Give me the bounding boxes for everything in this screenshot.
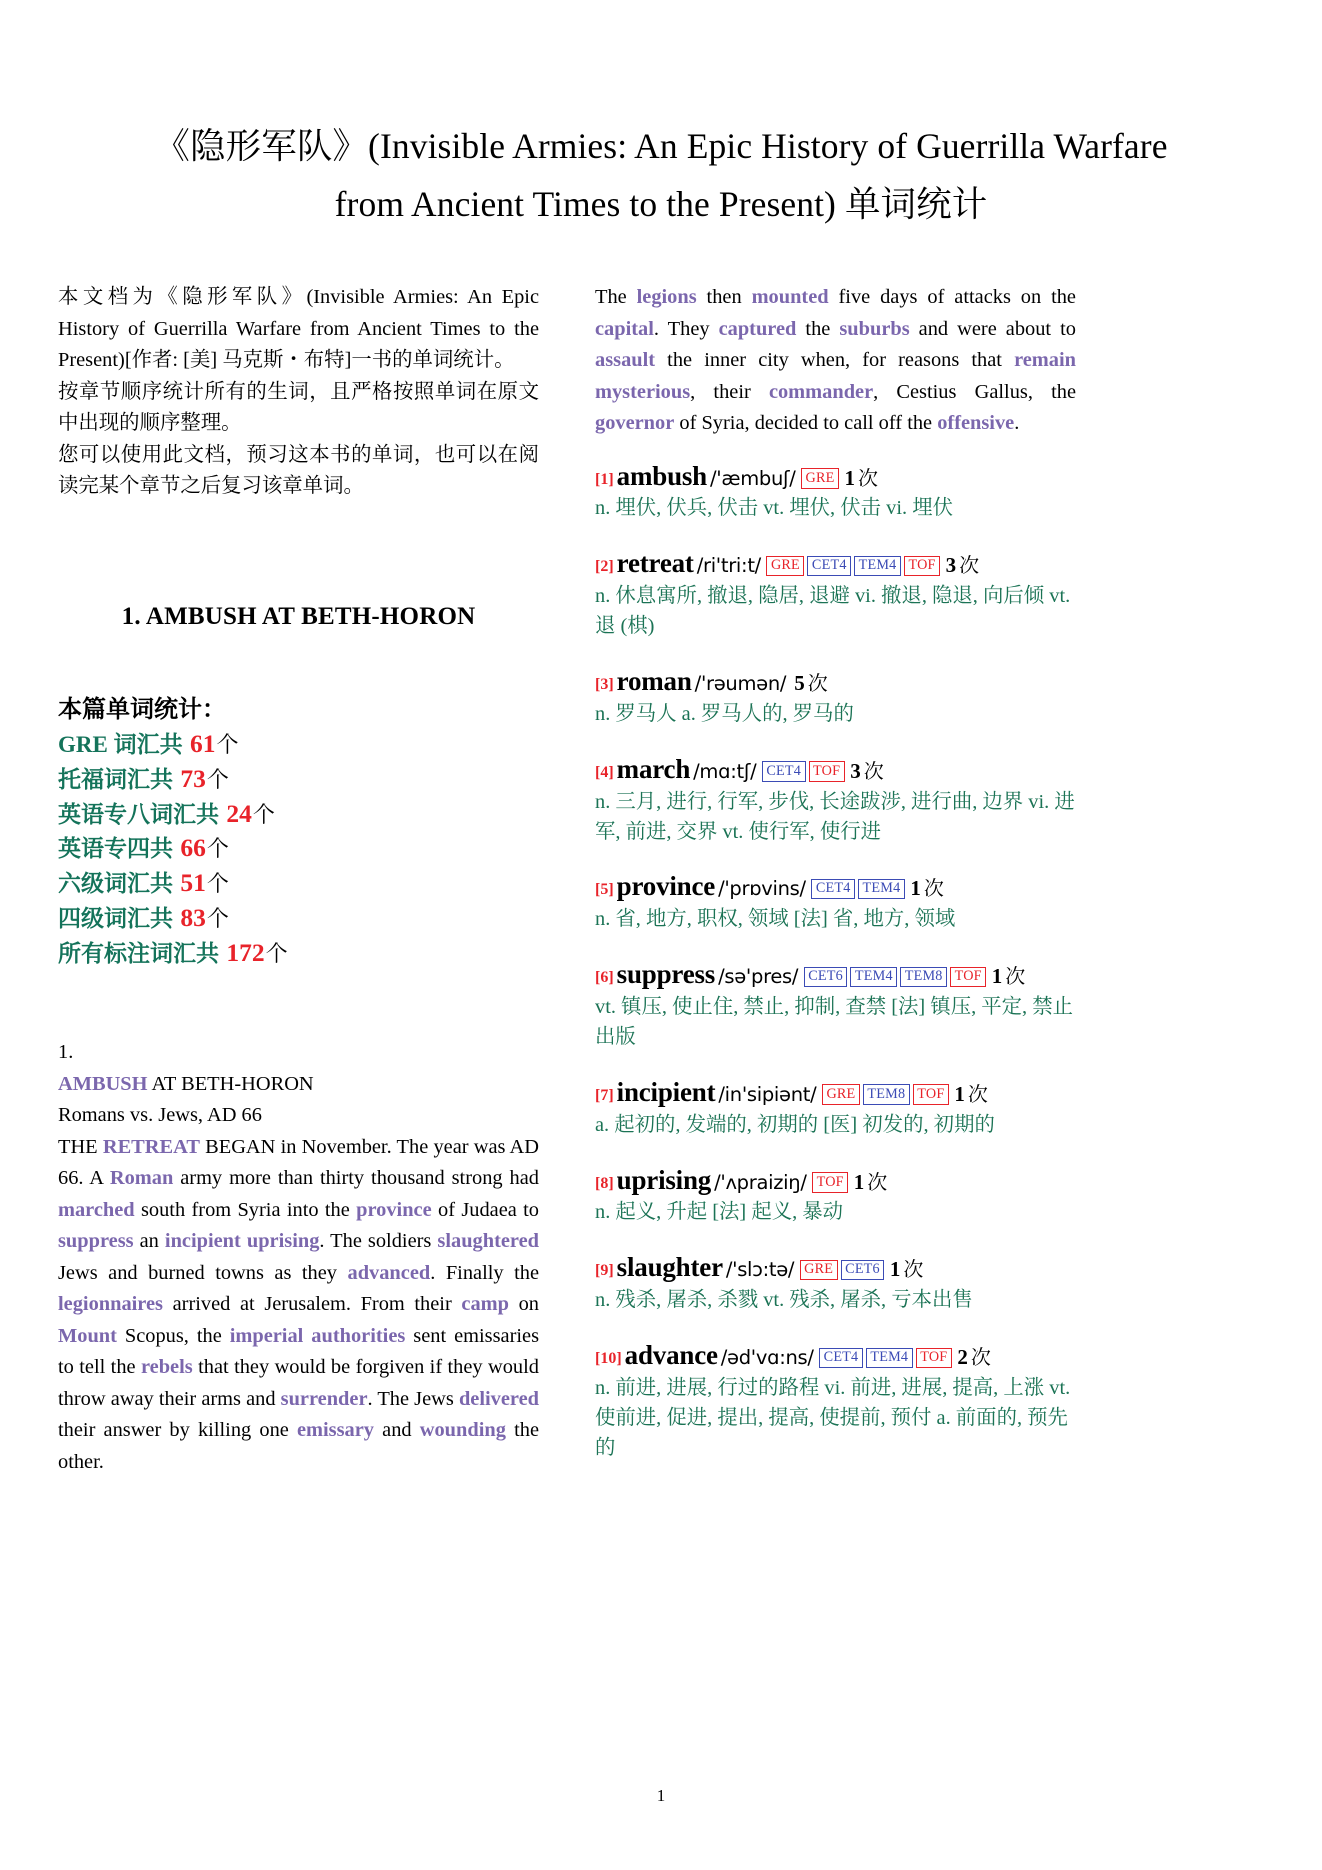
entry-occurrence-count: 1 bbox=[844, 465, 856, 490]
entry-occurrence-count: 1 bbox=[910, 876, 921, 901]
story-text: . The soldiers bbox=[319, 1230, 438, 1253]
statistics-label: 四级词汇共 bbox=[58, 906, 173, 932]
section-title bbox=[58, 1069, 539, 1101]
vocabulary-entry bbox=[595, 460, 1076, 525]
entry-index: [9] bbox=[595, 1262, 614, 1280]
statistics-unit: 个 bbox=[206, 906, 229, 932]
page-number: 1 bbox=[656, 1786, 666, 1805]
story-text: Scopus, the bbox=[116, 1324, 230, 1347]
vocabulary-entry bbox=[595, 1076, 1076, 1141]
statistics-line bbox=[58, 831, 539, 866]
entry-level-tag: CET6 bbox=[804, 967, 848, 987]
entry-occurrence-unit: 次 bbox=[967, 1083, 988, 1106]
excerpt-highlight: assault bbox=[595, 349, 656, 372]
story-text: sent emissaries to tell the bbox=[58, 1324, 540, 1379]
page-title: 《隐形军队》(Invisible Armies: An Epic History of Guerrilla Warfare from Ancient Times to the Present) 单词统计 bbox=[154, 126, 1168, 224]
excerpt-text bbox=[595, 282, 1076, 440]
story-highlight: advanced bbox=[347, 1261, 431, 1284]
entry-level-tag: CET4 bbox=[811, 879, 855, 899]
story-text: that they would be forgiven if they would throw away their arms and bbox=[58, 1356, 539, 1410]
excerpt-text: the inner city when, for reasons that bbox=[655, 349, 1015, 372]
story-highlight: marched bbox=[58, 1198, 135, 1221]
story-text: their answer by killing one bbox=[58, 1419, 297, 1442]
excerpt-text: and were about to bbox=[909, 317, 1076, 340]
excerpt-text: the bbox=[796, 317, 840, 340]
entry-level-tag: TEM4 bbox=[858, 879, 905, 899]
entry-pronunciation: /'ʌpraiziŋ/ bbox=[714, 1170, 807, 1194]
entry-level-tag: GRE bbox=[822, 1084, 860, 1104]
entry-pronunciation: /'prɒvins/ bbox=[718, 877, 806, 901]
statistics-unit: 个 bbox=[206, 871, 229, 897]
story-text: the other. bbox=[58, 1419, 539, 1473]
entry-level-tag: CET4 bbox=[819, 1348, 863, 1368]
entry-word: province bbox=[616, 871, 716, 902]
story-text: south from Syria into the bbox=[134, 1198, 357, 1221]
statistics-line bbox=[58, 866, 539, 901]
entry-occurrence-unit: 次 bbox=[970, 1347, 991, 1370]
entry-definition: n. 残杀, 屠杀, 杀戮 vt. 残杀, 屠杀, 亏本出售 bbox=[595, 1289, 973, 1312]
story-text: and bbox=[374, 1419, 420, 1442]
entry-occurrence-unit: 次 bbox=[923, 878, 944, 901]
statistics-value: 61 bbox=[183, 728, 216, 758]
entry-occurrence-count: 5 bbox=[794, 671, 805, 696]
story-highlight: surrender bbox=[280, 1387, 368, 1410]
entry-definition: n. 休息寓所, 撤退, 隐居, 退避 vi. 撤退, 隐退, 向后倾 vt. 退 (棋) bbox=[595, 585, 1071, 638]
entry-word: ambush bbox=[616, 460, 708, 491]
statistics-value: 66 bbox=[174, 833, 206, 863]
entry-occurrence-count: 3 bbox=[945, 553, 957, 578]
story-highlight: emissary bbox=[296, 1419, 374, 1442]
entry-word: incipient bbox=[616, 1076, 716, 1107]
intro-paragraph-2: 按章节顺序统计所有的生词，且严格按照单词在原文中出现的顺序整理。 bbox=[58, 380, 539, 435]
entry-pronunciation: /ri'tri:t/ bbox=[696, 554, 761, 578]
story-highlight: suppress bbox=[58, 1230, 134, 1253]
entry-index: [1] bbox=[595, 470, 614, 488]
excerpt-text: . bbox=[1014, 412, 1020, 435]
entry-definition: n. 埋伏, 伏兵, 伏击 vt. 埋伏, 伏击 vi. 埋伏 bbox=[595, 497, 953, 520]
story-highlight: Mount bbox=[58, 1324, 117, 1347]
entry-occurrence-unit: 次 bbox=[858, 467, 879, 490]
excerpt-text: of Syria, decided to call off the bbox=[674, 412, 938, 435]
entry-index: [2] bbox=[595, 558, 614, 576]
vocabulary-entry bbox=[595, 1339, 1076, 1464]
story-highlight: province bbox=[356, 1198, 432, 1221]
excerpt-highlight: capital bbox=[595, 317, 654, 340]
statistics-unit: 个 bbox=[216, 731, 239, 757]
statistics-unit: 个 bbox=[265, 941, 288, 967]
vocabulary-entry bbox=[595, 665, 1076, 730]
right-column bbox=[595, 282, 1076, 1478]
entry-definition: n. 三月, 进行, 行军, 步伐, 长途跋涉, 进行曲, 边界 vi. 进军, 前进, 交界 vt. 使行军, 使行进 bbox=[595, 790, 1075, 843]
statistics-label: 所有标注词汇共 bbox=[58, 941, 219, 967]
entry-pronunciation: /in'sipiənt/ bbox=[718, 1082, 817, 1106]
story-text: Jews and burned towns as they bbox=[58, 1261, 348, 1284]
story-text: . Finally the bbox=[430, 1261, 539, 1284]
entry-index: [10] bbox=[595, 1350, 622, 1368]
statistics-line bbox=[58, 727, 539, 762]
section-subtitle: Romans vs. Jews, AD 66 bbox=[58, 1104, 262, 1127]
statistics-value: 83 bbox=[174, 903, 206, 933]
entry-level-tag: TOF bbox=[913, 1084, 949, 1104]
excerpt-highlight: governor bbox=[595, 412, 675, 435]
entry-occurrence-count: 1 bbox=[889, 1257, 901, 1282]
entry-pronunciation: /əd'vɑ:ns/ bbox=[720, 1346, 814, 1370]
statistics-line bbox=[58, 936, 539, 971]
entry-level-tag: TOF bbox=[812, 1172, 848, 1192]
entry-occurrence-count: 3 bbox=[850, 758, 861, 783]
entry-level-tag: TEM8 bbox=[900, 967, 947, 987]
story-text: arrived at Jerusalem. From their bbox=[162, 1293, 462, 1316]
story-highlight: incipient uprising bbox=[164, 1230, 320, 1253]
vocabulary-entry bbox=[595, 547, 1076, 642]
story-highlight: camp bbox=[461, 1293, 509, 1316]
intro-paragraph-1: 本文档为《隐形军队》(Invisible Armies: An Epic History of Guerrilla Warfare from Ancient Times to the Present)[作者: [美] 马克斯・布特]一书的单词统计。 bbox=[58, 286, 539, 372]
excerpt-text: . They bbox=[653, 317, 719, 340]
entry-definition: a. 起初的, 发端的, 初期的 [医] 初发的, 初期的 bbox=[595, 1113, 995, 1136]
vocabulary-entry-header bbox=[595, 1251, 1076, 1285]
entry-definition: n. 前进, 进展, 行过的路程 vi. 前进, 进展, 提高, 上涨 vt. 使前进, 促进, 提出, 提高, 使提前, 预付 a. 前面的, 预先的 bbox=[595, 1376, 1071, 1459]
excerpt-highlight: legions bbox=[636, 286, 697, 308]
entry-index: [7] bbox=[595, 1086, 614, 1104]
story-highlight: slaughtered bbox=[437, 1230, 539, 1253]
entry-word: retreat bbox=[616, 548, 694, 579]
two-column-layout bbox=[58, 282, 1264, 1478]
entry-definition: n. 省, 地方, 职权, 领域 [法] 省, 地方, 领域 bbox=[595, 908, 956, 931]
vocabulary-entry-header bbox=[595, 1076, 1076, 1110]
story-highlight: delivered bbox=[458, 1387, 539, 1410]
excerpt-text: The bbox=[595, 286, 637, 308]
statistics-unit: 个 bbox=[206, 836, 229, 862]
entry-occurrence-count: 1 bbox=[853, 1169, 865, 1194]
entry-occurrence-count: 2 bbox=[957, 1345, 968, 1370]
vocabulary-entry bbox=[595, 1251, 1076, 1316]
entry-pronunciation: /'rəumən/ bbox=[694, 672, 787, 696]
section-title-text: AT BETH-HORON bbox=[147, 1072, 314, 1095]
excerpt-highlight: mounted bbox=[751, 286, 829, 308]
story-block bbox=[58, 971, 539, 1478]
story-text: army more than thirty thousand strong had bbox=[173, 1167, 539, 1190]
left-column bbox=[58, 282, 539, 1478]
story-text: of Judaea to bbox=[431, 1198, 539, 1221]
story-highlight: RETREAT bbox=[102, 1135, 200, 1158]
entry-index: [3] bbox=[595, 676, 614, 694]
entry-level-tag: GRE bbox=[766, 556, 804, 576]
entry-occurrence-unit: 次 bbox=[807, 673, 828, 696]
intro-block bbox=[58, 282, 539, 503]
story-highlight: legionnaires bbox=[58, 1293, 163, 1316]
entry-word: suppress bbox=[616, 959, 716, 990]
statistics-heading: 本篇单词统计： bbox=[58, 696, 226, 723]
vocabulary-entry bbox=[595, 958, 1076, 1053]
statistics-block bbox=[58, 631, 539, 972]
story-body-text bbox=[58, 1132, 539, 1479]
vocabulary-entry bbox=[595, 1164, 1076, 1229]
entry-word: uprising bbox=[616, 1164, 712, 1195]
excerpt-highlight: commander bbox=[768, 380, 874, 403]
entry-occurrence-unit: 次 bbox=[1005, 966, 1026, 989]
entry-index: [8] bbox=[595, 1174, 614, 1192]
entry-pronunciation: /sə'pres/ bbox=[718, 965, 799, 989]
section-title-highlight: AMBUSH bbox=[58, 1072, 148, 1095]
entry-occurrence-unit: 次 bbox=[863, 760, 884, 783]
entry-level-tag: GRE bbox=[800, 1260, 838, 1280]
vocabulary-entry-header bbox=[595, 665, 1076, 699]
statistics-label: 英语专四共 bbox=[58, 836, 173, 862]
entry-definition: n. 罗马人 a. 罗马人的, 罗马的 bbox=[595, 702, 854, 725]
entry-occurrence-unit: 次 bbox=[867, 1171, 888, 1194]
story-highlight: rebels bbox=[140, 1356, 193, 1379]
entry-occurrence-unit: 次 bbox=[903, 1259, 924, 1282]
entry-occurrence-count: 1 bbox=[991, 964, 1003, 989]
statistics-value: 172 bbox=[220, 938, 265, 968]
statistics-value: 51 bbox=[174, 868, 206, 898]
excerpt-text: five days of attacks on the bbox=[828, 286, 1076, 308]
entry-level-tag: TEM4 bbox=[854, 556, 901, 576]
entry-level-tag: CET4 bbox=[807, 556, 851, 576]
excerpt-text: , their bbox=[690, 380, 769, 403]
story-highlight: imperial authorities bbox=[229, 1324, 406, 1347]
entry-level-tag: TOF bbox=[916, 1348, 952, 1368]
vocabulary-entry bbox=[595, 870, 1076, 935]
vocabulary-entry-header bbox=[595, 1164, 1076, 1198]
entry-index: [4] bbox=[595, 763, 614, 781]
entry-pronunciation: /'slɔ:tə/ bbox=[725, 1258, 795, 1282]
entry-level-tag: TOF bbox=[904, 556, 940, 576]
statistics-unit: 个 bbox=[252, 801, 275, 827]
statistics-line bbox=[58, 901, 539, 936]
entry-word: slaughter bbox=[616, 1252, 723, 1283]
entry-occurrence-count: 1 bbox=[954, 1081, 965, 1106]
statistics-value: 73 bbox=[174, 763, 206, 793]
section-number: 1. bbox=[58, 1041, 74, 1064]
entry-level-tag: TOF bbox=[950, 967, 986, 987]
statistics-label: 英语专八词汇共 bbox=[58, 801, 219, 827]
excerpt-text: , Cestius Gallus, the bbox=[873, 380, 1076, 403]
vocabulary-entry-header bbox=[595, 1339, 1076, 1373]
entry-index: [6] bbox=[595, 969, 614, 987]
vocabulary-entry bbox=[595, 753, 1076, 848]
entry-pronunciation: /mɑ:tʃ/ bbox=[693, 759, 757, 783]
statistics-label: 托福词汇共 bbox=[58, 766, 173, 792]
chapter-heading: 1. AMBUSH AT BETH-HORON bbox=[121, 602, 476, 630]
statistics-unit: 个 bbox=[206, 766, 229, 792]
entry-level-tag: GRE bbox=[801, 468, 839, 488]
story-text: an bbox=[133, 1230, 165, 1253]
story-highlight: wounding bbox=[419, 1419, 506, 1442]
entry-word: advance bbox=[624, 1340, 718, 1371]
entry-word: roman bbox=[616, 666, 692, 697]
story-text: . The Jews bbox=[367, 1387, 459, 1410]
vocabulary-entry-header bbox=[595, 753, 1076, 787]
entry-level-tag: CET6 bbox=[841, 1260, 885, 1280]
excerpt-highlight: suburbs bbox=[839, 317, 910, 340]
intro-paragraph-3: 您可以使用此文档，预习这本书的单词，也可以在阅读完某个章节之后复习该章单词。 bbox=[58, 443, 539, 498]
statistics-value: 24 bbox=[220, 798, 252, 828]
entry-index: [5] bbox=[595, 881, 614, 899]
entry-level-tag: TEM4 bbox=[850, 967, 897, 987]
vocabulary-entry-header bbox=[595, 547, 1076, 581]
entry-word: march bbox=[616, 753, 691, 784]
statistics-line bbox=[58, 797, 539, 832]
entry-occurrence-unit: 次 bbox=[959, 555, 980, 578]
entry-level-tag: TEM4 bbox=[866, 1348, 913, 1368]
entry-level-tag: TEM8 bbox=[863, 1084, 910, 1104]
excerpt-highlight: offensive bbox=[937, 412, 1015, 435]
vocabulary-entry-list bbox=[595, 440, 1076, 1464]
entry-definition: vt. 镇压, 使止住, 禁止, 抑制, 查禁 [法] 镇压, 平定, 禁止出版 bbox=[595, 995, 1074, 1048]
entry-level-tag: CET4 bbox=[762, 761, 806, 781]
entry-definition: n. 起义, 升起 [法] 起义, 暴动 bbox=[595, 1201, 844, 1224]
excerpt-highlight: remain mysterious bbox=[595, 349, 1076, 403]
story-text: THE bbox=[58, 1135, 103, 1158]
vocabulary-entry-header bbox=[595, 958, 1076, 992]
vocabulary-entry-header bbox=[595, 870, 1076, 904]
story-highlight: Roman bbox=[109, 1167, 174, 1190]
excerpt-highlight: captured bbox=[718, 317, 797, 340]
story-text: BEGAN in November. The year was AD 66. A bbox=[58, 1135, 539, 1190]
excerpt-text: then bbox=[696, 286, 752, 308]
statistics-list bbox=[58, 727, 539, 971]
entry-pronunciation: /'æmbuʃ/ bbox=[710, 466, 796, 490]
statistics-label: GRE 词汇共 bbox=[58, 731, 183, 757]
statistics-line bbox=[58, 762, 539, 797]
entry-level-tag: TOF bbox=[809, 761, 845, 781]
story-text: on bbox=[508, 1293, 539, 1316]
statistics-label: 六级词汇共 bbox=[58, 871, 173, 897]
vocabulary-entry-header bbox=[595, 460, 1076, 494]
